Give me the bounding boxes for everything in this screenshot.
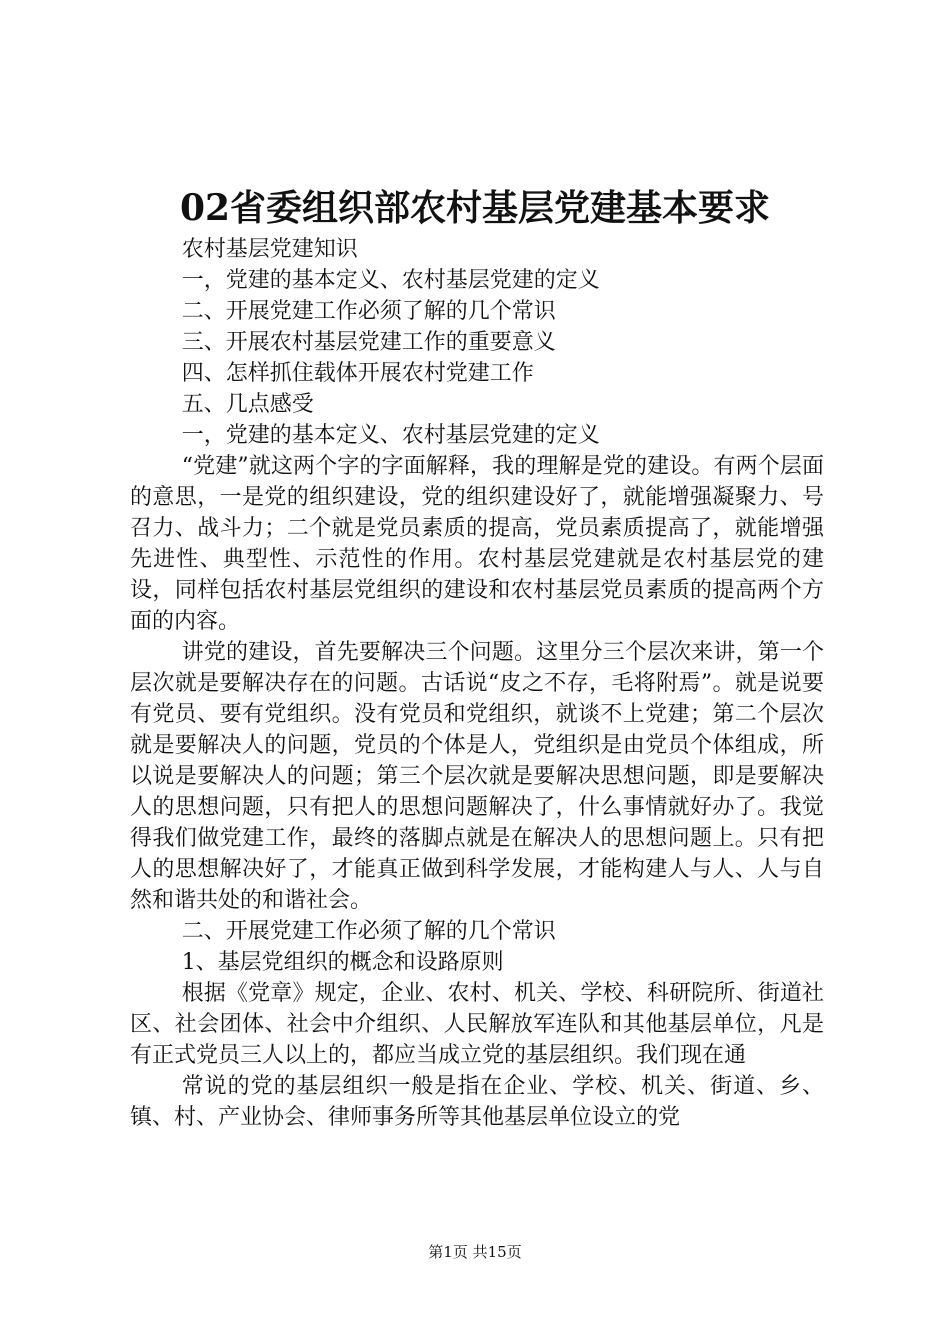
body-paragraph: “党建”就这两个字的字面解释，我的理解是党的建设。有两个层面的意思，一是党的组织建设，党的组织建设好了，就能增强凝聚力、号召力、战斗力；二个就是党员素质的提高，党员素质提高了，就能增强先进性、典型性、示范性的作用。农村基层党建就是农村基层党的建设，同样包括农村基层党组织的建设和农村基层党员素质的提高两个方面的内容。 — [130, 454, 824, 634]
outline-item: 三、开展农村基层党建工作的重要意义 — [181, 330, 556, 355]
body-paragraph: 根据《党章》规定，企业、农村、机关、学校、科研院所、街道社区、社会团体、社会中介组织、人民解放军连队和其他基层单位，凡是有正式党员三人以上的，都应当成立党的基层组织。我们现在通 — [130, 981, 824, 1068]
page-footer: 第1页 共15页 — [428, 1243, 522, 1261]
subsection-heading: 1、基层党组织的概念和设路原则 — [181, 950, 504, 975]
section-heading: 二、开展党建工作必须了解的几个常识 — [181, 919, 556, 944]
body-paragraph: 讲党的建设，首先要解决三个问题。这里分三个层次来讲，第一个层次就是要解决存在的问题。古话说“皮之不存，毛将附焉”。就是说要有党员、要有党组织。没有党员和党组织，就谈不上党建；第二个层次就是要解决人的问题，党员的个体是人，党组织是由党员个体组成，所以说是要解决人的问题；第三个层次就是要解决思想问题，即是要解决人的思想问题，只有把人的思想问题解决了，什么事情就好办了。我觉得我们做党建工作，最终的落脚点就是在解决人的思想问题上。只有把人的思想解决好了，才能真正做到科学发展，才能构建人与人、人与自然和谐共处的和谐社会。 — [130, 640, 824, 913]
outline-item: 一，党建的基本定义、农村基层党建的定义 — [181, 268, 600, 293]
outline-item: 五、几点感受 — [181, 392, 314, 417]
paragraph-heading: 农村基层党建知识 — [181, 237, 358, 262]
outline-item: 二、开展党建工作必须了解的几个常识 — [181, 299, 556, 324]
body-paragraph: 常说的党的基层组织一般是指在企业、学校、机关、街道、乡、镇、村、产业协会、律师事务所等其他基层单位设立的党 — [130, 1074, 824, 1130]
document-body — [130, 234, 824, 1133]
section-heading: 一，党建的基本定义、农村基层党建的定义 — [181, 423, 600, 448]
document-title: 02省委组织部农村基层党建基本要求 — [179, 187, 771, 229]
outline-item: 四、怎样抓住载体开展农村党建工作 — [181, 361, 534, 386]
